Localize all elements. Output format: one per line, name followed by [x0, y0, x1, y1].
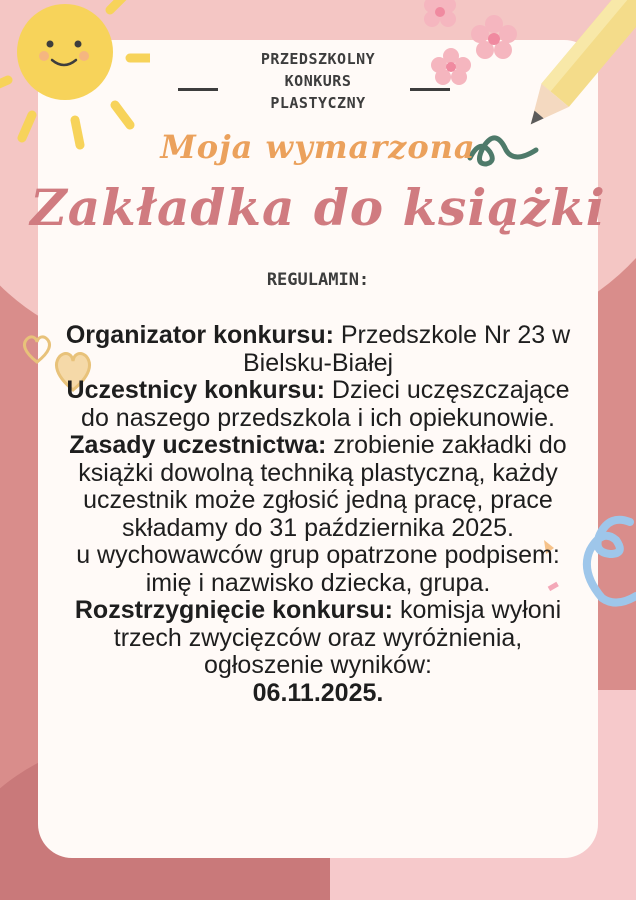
- participants-section: [60, 377, 576, 432]
- header-divider-right: [410, 88, 450, 91]
- title-subheading: Moja wymarzona: [160, 128, 476, 166]
- page-title: Zakładka do książki: [30, 178, 606, 237]
- rules-text-3: imię i nazwisko dziecka, grupa.: [145, 568, 491, 597]
- contest-header: [0, 48, 636, 114]
- result-text: komisja wyłoni trzech zwycięzców oraz wyróżnienia, ogłoszenie wyników:: [113, 596, 562, 679]
- rules-text: zrobienie zakładki do książki dowolną techniką plastyczną, każdy uczestnik może zgłosić jedną pracę, prace składamy do 31 października 2025.: [78, 431, 567, 542]
- participants-label: Uczestnicy konkursu:: [66, 376, 325, 404]
- result-date: [60, 680, 576, 708]
- result-date-text: 06.11.2025.: [252, 678, 384, 707]
- organizer-text: Przedszkole Nr 23 w Bielsku-Białej: [242, 321, 571, 377]
- rules-text-2: u wychowawców grup opatrzone podpisem:: [76, 541, 560, 569]
- organizer-label: Organizator konkursu:: [65, 321, 334, 349]
- header-line1: PRZEDSZKOLNY: [260, 50, 376, 68]
- header-divider-left: [178, 88, 218, 91]
- header-line3: PLASTYCZNY: [270, 94, 366, 112]
- rules-section: [60, 432, 576, 542]
- regulations-body: [60, 322, 576, 707]
- result-section: [60, 597, 576, 680]
- organizer-section: [60, 322, 576, 377]
- header-line2: KONKURS: [284, 72, 352, 90]
- flower-icon: [410, 0, 470, 35]
- participants-text: Dzieci uczęszczające do naszego przedszkola i ich opiekunowie.: [81, 376, 570, 432]
- rules-label: Zasady uczestnictwa:: [69, 431, 327, 459]
- heart-icon: [20, 332, 54, 366]
- result-label: Rozstrzygnięcie konkursu:: [74, 596, 394, 624]
- regulations-heading: REGULAMIN:: [266, 270, 370, 290]
